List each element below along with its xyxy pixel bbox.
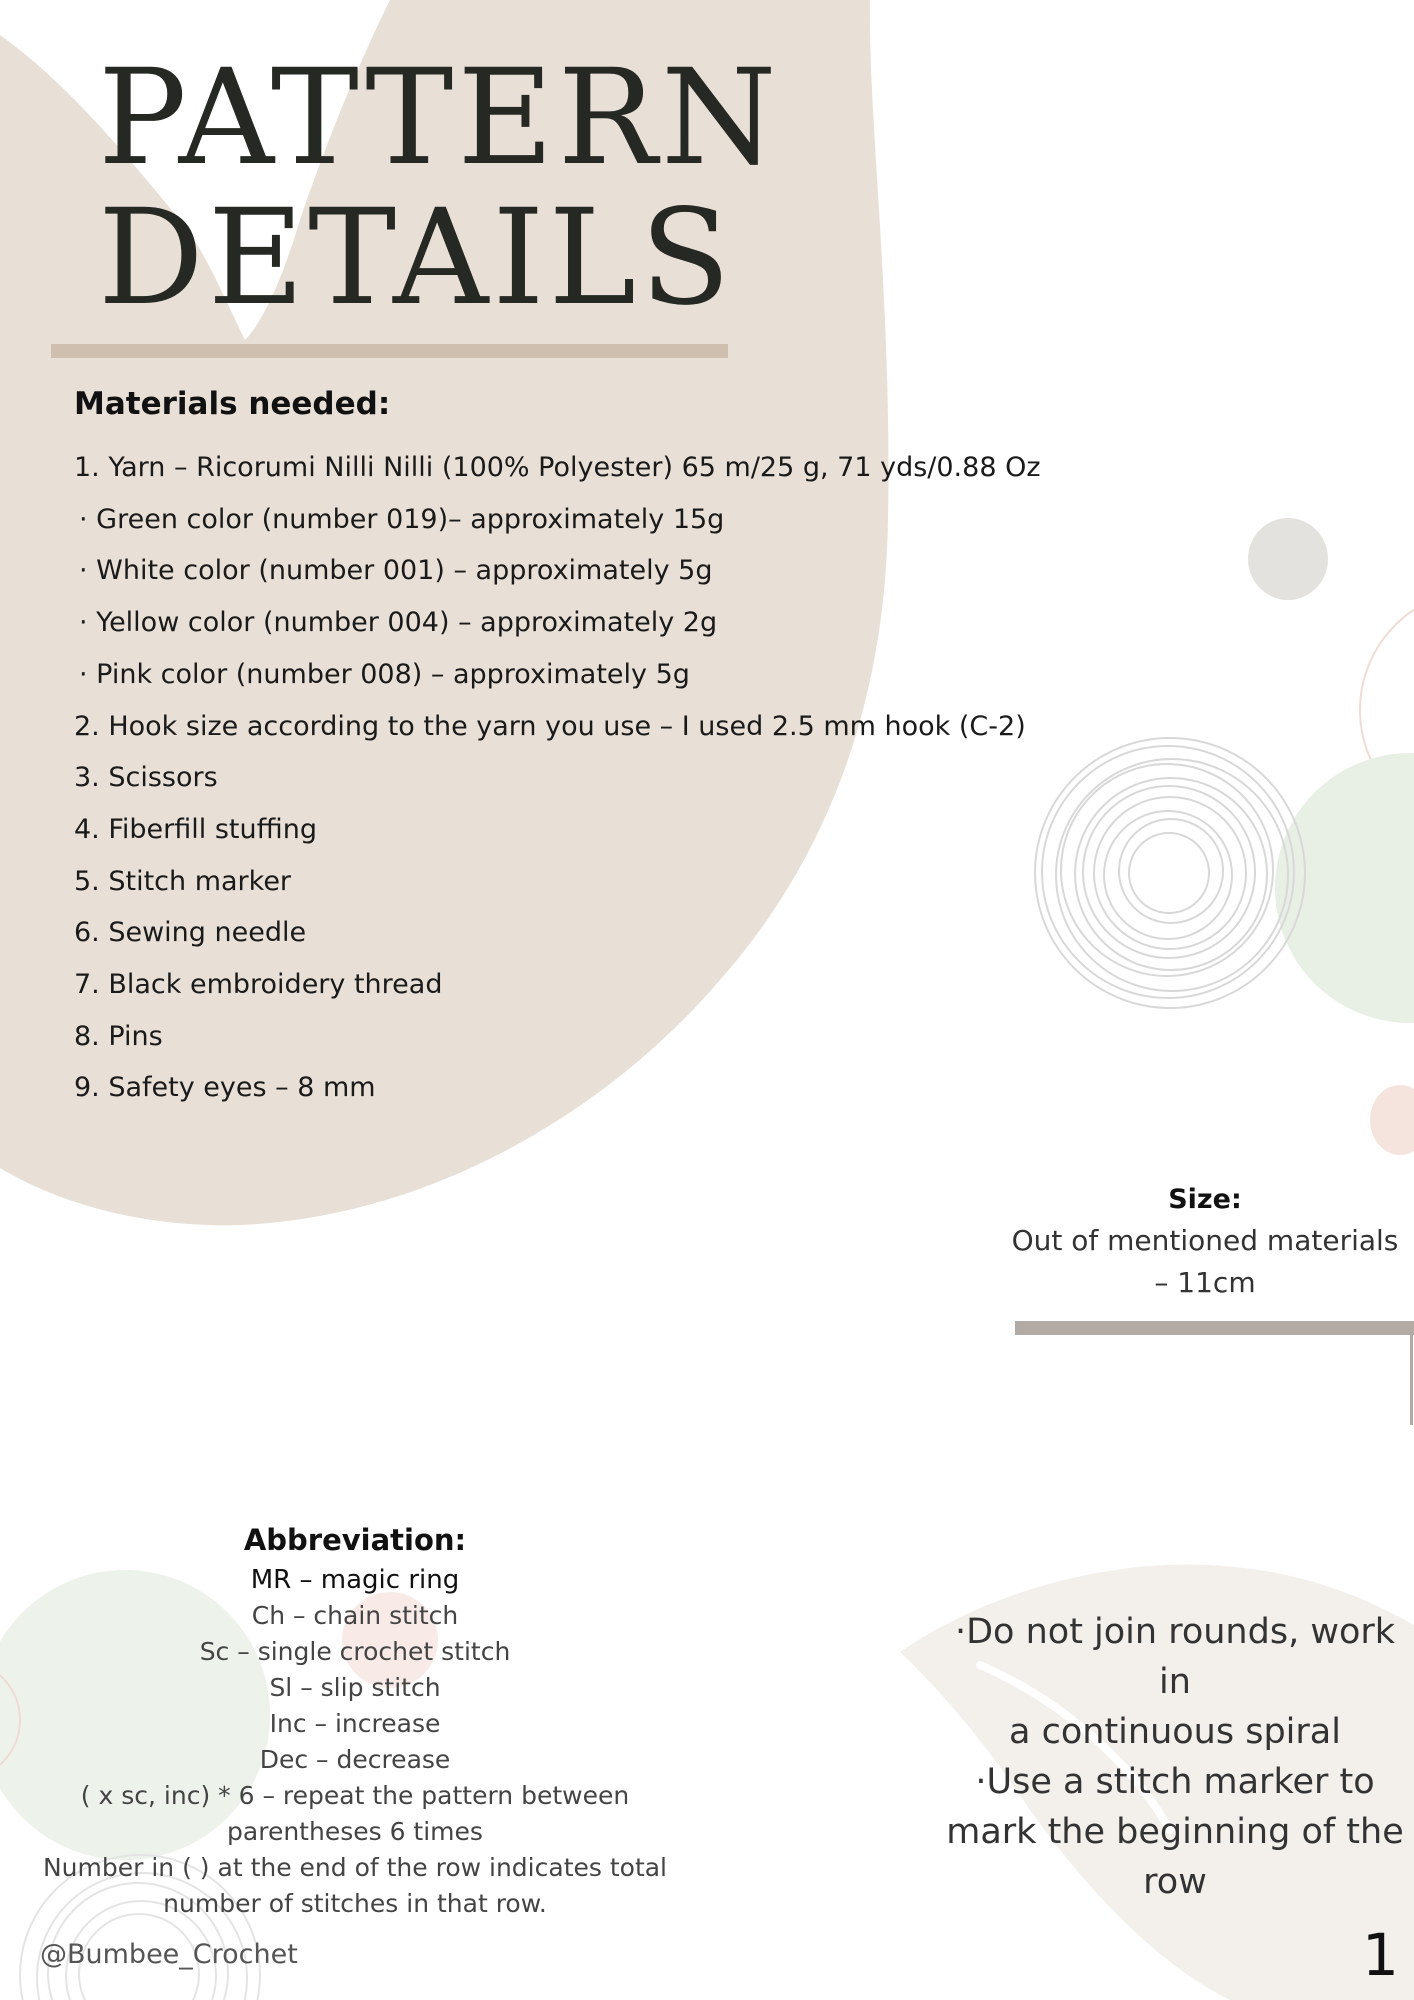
materials-item-pins: 8. Pins — [74, 1020, 163, 1052]
abbreviation-line: Ch – chain stitch — [251, 1601, 459, 1630]
materials-item-fiberfill: 4. Fiberfill stuffing — [74, 813, 317, 845]
abbreviation-line: Sl – slip stitch — [269, 1673, 441, 1702]
size-text-line-2: – 11cm — [1154, 1266, 1256, 1299]
size-label: Size: — [1168, 1184, 1242, 1215]
page-title — [98, 41, 781, 335]
note-line: ·Use a stitch marker to — [975, 1762, 1375, 1802]
materials-item-scissors: 3. Scissors — [74, 762, 218, 794]
materials-item-hook: 2. Hook size according to the yarn you use – I used 2.5 mm hook (C-2) — [74, 710, 1026, 742]
materials-item-stitch-marker: 5. Stitch marker — [74, 865, 292, 897]
materials-item-sewing-needle: 6. Sewing needle — [74, 917, 307, 949]
size-vertical-bar — [1410, 1321, 1413, 1425]
materials-item-pink: · Pink color (number 008) – approximately 5g — [79, 658, 690, 690]
abbreviation-line: Inc – increase — [269, 1709, 441, 1738]
abbreviation-line: Dec – decrease — [259, 1745, 451, 1774]
materials-list — [74, 442, 1054, 1114]
materials-item-safety-eyes: 9. Safety eyes – 8 mm — [74, 1072, 376, 1104]
materials-heading: Materials needed: — [74, 386, 391, 422]
materials-item-green: · Green color (number 019)– approximately 15g — [79, 503, 725, 535]
abbreviation-line: MR – magic ring — [250, 1565, 460, 1595]
page-number: 1 — [1362, 1921, 1399, 1989]
note-line: mark the beginning of the — [946, 1812, 1404, 1852]
spiral-rings-decoration — [1035, 738, 1305, 1008]
abbreviation-section — [20, 1518, 690, 1922]
pink-dot-shape — [1370, 1085, 1414, 1155]
title-line-1: PATTERN — [98, 41, 781, 195]
abbreviation-line: number of stitches in that row. — [163, 1889, 547, 1918]
size-underline-bar — [1015, 1321, 1414, 1335]
size-text-line-1: Out of mentioned materials — [1011, 1224, 1399, 1257]
green-circle-shape — [1275, 753, 1414, 1023]
abbreviation-line: ( x sc, inc) * 6 – repeat the pattern between — [80, 1781, 630, 1810]
note-line: ·Do not join rounds, work in — [954, 1612, 1396, 1702]
materials-item-embroidery-thread: 7. Black embroidery thread — [74, 969, 443, 1001]
materials-item-yellow: · Yellow color (number 004) – approximately 2g — [79, 607, 718, 639]
materials-item-white: · White color (number 001) – approximately 5g — [79, 555, 713, 587]
notes-section — [935, 1607, 1414, 1907]
social-handle: @Bumbee_Crochet — [40, 1939, 298, 1970]
abbreviation-line: Number in ( ) at the end of the row indicates total — [42, 1853, 668, 1882]
title-line-2: DETAILS — [98, 181, 735, 335]
note-line: row — [1143, 1862, 1207, 1902]
size-section — [1000, 1180, 1410, 1304]
note-line: a continuous spiral — [1009, 1712, 1341, 1752]
abbreviation-label: Abbreviation: — [243, 1523, 467, 1557]
abbreviation-line: Sc – single crochet stitch — [199, 1637, 511, 1666]
grey-dot-shape — [1248, 518, 1328, 600]
abbreviation-line: parentheses 6 times — [227, 1817, 483, 1846]
materials-section — [74, 382, 1054, 1114]
materials-item-yarn: 1. Yarn – Ricorumi Nilli Nilli (100% Polyester) 65 m/25 g, 71 yds/0.88 Oz — [74, 452, 1041, 483]
title-underline-bar — [51, 344, 728, 358]
